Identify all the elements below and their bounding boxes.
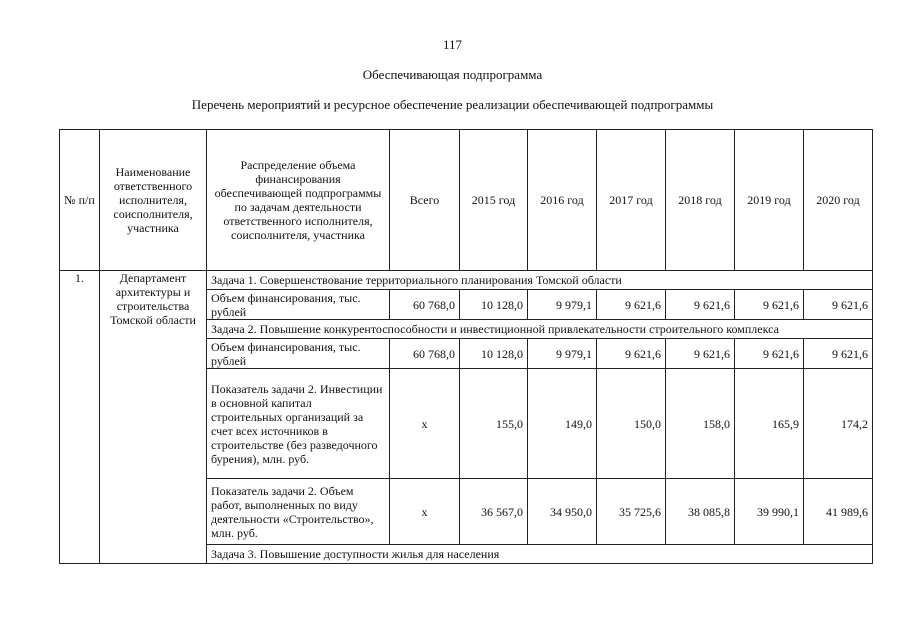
financing-label: Объем финансирования, тыс. рублей [207, 339, 390, 369]
cell-2018: 9 621,6 [666, 339, 735, 369]
cell-2015: 10 128,0 [460, 290, 528, 320]
cell-2019: 39 990,1 [735, 479, 804, 545]
cell-2015: 36 567,0 [460, 479, 528, 545]
subprogram-heading: Обеспечивающая подпрограмма [362, 67, 543, 82]
cell-2018: 9 621,6 [666, 290, 735, 320]
col-header-2018: 2018 год [666, 130, 735, 271]
cell-2019: 9 621,6 [735, 339, 804, 369]
page-number: 117 [442, 37, 463, 52]
cell-2020: 9 621,6 [804, 339, 873, 369]
col-header-2015: 2015 год [460, 130, 528, 271]
cell-2020: 9 621,6 [804, 290, 873, 320]
cell-2015: 10 128,0 [460, 339, 528, 369]
cell-total: 60 768,0 [390, 339, 460, 369]
task-2: Задача 2. Повышение конкурентоспособности и инвестиционной привлекательности строительного комплекса [207, 320, 873, 339]
financing-label: Объем финансирования, тыс. рублей [207, 290, 390, 320]
cell-2020: 174,2 [804, 369, 873, 479]
cell-2017: 150,0 [597, 369, 666, 479]
col-header-num: № п/п [60, 130, 100, 271]
col-header-executor: Наименование ответственного исполнителя, соисполнителя, участника [100, 130, 207, 271]
cell-2016: 34 950,0 [528, 479, 597, 545]
task-row [60, 271, 873, 290]
col-header-2019: 2019 год [735, 130, 804, 271]
cell-2019: 9 621,6 [735, 290, 804, 320]
executor-name: Департамент архитектуры и строительства Томской области [100, 271, 207, 564]
cell-2017: 9 621,6 [597, 339, 666, 369]
col-header-2016: 2016 год [528, 130, 597, 271]
task-1: Задача 1. Совершенствование территориального планирования Томской области [207, 271, 873, 290]
col-header-2020: 2020 год [804, 130, 873, 271]
cell-2018: 38 085,8 [666, 479, 735, 545]
indicator-label: Показатель задачи 2. Объем работ, выполненных по виду деятельности «Строительство», млн. руб. [207, 479, 390, 545]
col-header-distribution: Распределение объема финансирования обеспечивающей подпрограммы по задачам деятельности ответственного исполнителя, соисполнителя, участника [207, 130, 390, 271]
page-title: Перечень мероприятий и ресурсное обеспечение реализации обеспечивающей подпрограммы [191, 97, 714, 112]
task-3: Задача 3. Повышение доступности жилья для населения [207, 545, 873, 564]
financing-table [59, 129, 873, 564]
cell-total: х [390, 369, 460, 479]
cell-2016: 149,0 [528, 369, 597, 479]
cell-total: 60 768,0 [390, 290, 460, 320]
col-header-total: Всего [390, 130, 460, 271]
row-number: 1. [60, 271, 100, 564]
cell-2018: 158,0 [666, 369, 735, 479]
col-header-2017: 2017 год [597, 130, 666, 271]
indicator-label: Показатель задачи 2. Инвестиции в основной капитал строительных организаций за счет всех источников в строительстве (без разведочного бурения), млн. руб. [207, 369, 390, 479]
cell-2019: 165,9 [735, 369, 804, 479]
cell-2017: 9 621,6 [597, 290, 666, 320]
cell-2015: 155,0 [460, 369, 528, 479]
header-row [60, 130, 873, 271]
cell-2017: 35 725,6 [597, 479, 666, 545]
cell-2016: 9 979,1 [528, 339, 597, 369]
cell-2016: 9 979,1 [528, 290, 597, 320]
cell-2020: 41 989,6 [804, 479, 873, 545]
cell-total: х [390, 479, 460, 545]
